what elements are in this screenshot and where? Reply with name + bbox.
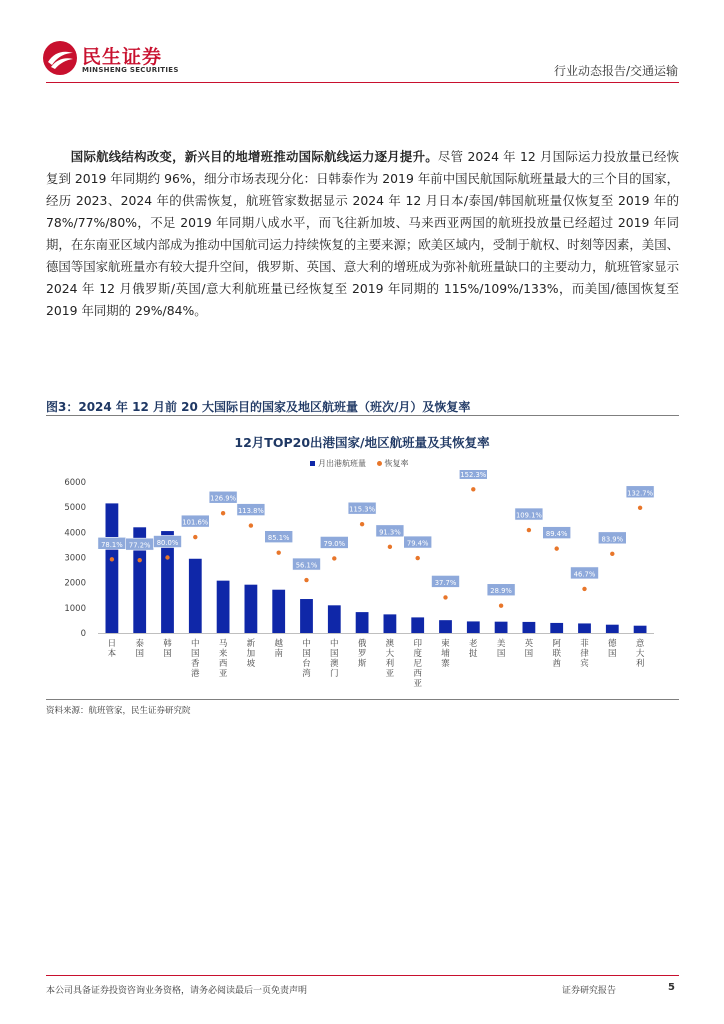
- bar: [439, 620, 452, 633]
- x-tick-label: 德国: [608, 639, 617, 659]
- paragraph-lead: 国际航线结构改变，新兴目的地增班推动国际航线运力逐月提升。: [70, 149, 438, 164]
- logo-chinese-name: 民生证券: [82, 46, 163, 68]
- x-tick-label: 阿联酋: [552, 639, 561, 669]
- figure-source: 资料来源：航班管家，民生证券研究院: [46, 706, 191, 716]
- y-tick-label: 3000: [64, 553, 86, 564]
- x-tick-label: 马来西亚: [218, 639, 228, 679]
- recovery-point: [610, 552, 614, 556]
- data-label: 91.3%: [379, 528, 401, 537]
- footer-disclaimer: 本公司具备证券投资咨询业务资格，请务必阅读最后一页免责声明: [46, 986, 308, 996]
- bar: [384, 614, 397, 633]
- x-tick-label: 韩国: [163, 639, 172, 659]
- recovery-point: [388, 545, 392, 549]
- x-tick-label: 英国: [524, 639, 534, 659]
- x-tick-label: 俄罗斯: [357, 639, 367, 669]
- recovery-point: [304, 578, 308, 582]
- recovery-point: [582, 587, 586, 591]
- y-tick-label: 1000: [64, 603, 86, 614]
- legend-bar-label: 月出港航班量: [318, 459, 366, 468]
- data-label: 80.0%: [156, 539, 179, 547]
- x-tick-label: 菲律宾: [580, 639, 589, 669]
- data-label: 115.3%: [349, 505, 376, 514]
- data-label: 79.4%: [406, 539, 429, 548]
- bar: [578, 623, 591, 633]
- bar: [272, 590, 285, 633]
- data-label: 85.1%: [267, 534, 290, 543]
- recovery-point: [110, 557, 114, 561]
- y-tick-label: 4000: [64, 528, 86, 539]
- data-label: 132.7%: [627, 489, 654, 498]
- minsheng-logo-icon: [42, 40, 78, 76]
- figure-divider: [46, 415, 679, 416]
- x-tick-label: 新加坡: [246, 639, 256, 669]
- recovery-point: [277, 550, 281, 554]
- x-tick-label: 日本: [107, 639, 117, 659]
- recovery-point: [193, 535, 197, 539]
- data-label: 152.3%: [460, 470, 487, 479]
- data-label: 78.1%: [101, 540, 123, 549]
- bar: [106, 503, 119, 633]
- x-tick-label: 越南: [274, 639, 283, 659]
- x-tick-label: 柬埔寨: [441, 639, 450, 669]
- bar: [356, 612, 369, 633]
- data-label: 101.6%: [182, 518, 209, 527]
- legend-dot-swatch: [377, 461, 382, 466]
- data-label: 89.4%: [545, 530, 568, 539]
- body-paragraph: [46, 146, 679, 322]
- y-tick-label: 6000: [64, 478, 86, 488]
- recovery-point: [249, 523, 253, 527]
- data-label: 83.9%: [601, 535, 624, 544]
- bar: [411, 617, 424, 633]
- bar: [217, 581, 230, 633]
- bar: [467, 621, 480, 633]
- bar: [300, 599, 313, 633]
- data-label: 46.7%: [573, 570, 596, 579]
- recovery-point: [638, 506, 642, 510]
- bar: [634, 626, 647, 633]
- chart-title: 12月TOP20出港国家/地区航班量及其恢复率: [234, 435, 490, 450]
- recovery-point: [471, 487, 475, 491]
- legend-dot-label: 恢复率: [384, 459, 409, 468]
- x-tick-label: 印度尼西亚: [413, 639, 422, 689]
- x-tick-label: 澳大利亚: [385, 639, 395, 679]
- x-tick-label: 老挝: [469, 639, 478, 659]
- bar: [550, 623, 563, 633]
- header-divider: [46, 82, 679, 83]
- paragraph-text: 尽管 2024 年 12 月国际运力投放量已经恢复到 2019 年同期约 96%，细分市场表现分化：日韩泰作为 2019 年前中国民航国际航班量最大的三个目的国家，经历 2023、2024 年的供需恢复，航班管家数据显示 2024 年 12 月日本/泰国/韩国航班量仅恢复至 2019 年的 78%/77%/80%，不足 2019 年同期八成水平，而飞往新加坡、马来西亚两国的航班投放量已经超过 2019 年同期，在东南亚区域内部成为推动中国航司运力持续恢复的主要来源；欧美区域内，受制于航权、时刻等因素，美国、德国等国家航班量亦有较大提升空间，俄罗斯、英国、意大利的增班成为弥补航班量缺口的主要动力，航班管家显示 2024 年 12 月俄罗斯/英国/意大利航班量已经恢复至 2019 年同期的 115%/109%/133%，而美国/德国恢复至 2019 年同期的 29%/84%。: [46, 149, 680, 318]
- data-label: 37.7%: [434, 578, 457, 587]
- bar: [606, 625, 619, 633]
- recovery-point: [527, 528, 531, 532]
- data-label: 109.1%: [515, 511, 542, 520]
- bar: [328, 605, 341, 633]
- y-tick-label: 0: [80, 629, 86, 639]
- data-label: 77.2%: [128, 541, 151, 550]
- x-tick-label: 中国澳门: [330, 639, 339, 679]
- recovery-point: [555, 546, 559, 550]
- document-type: 行业动态报告/交通运输: [553, 64, 678, 78]
- bar: [495, 622, 508, 633]
- bar-chart: [46, 470, 679, 695]
- x-tick-label: 泰国: [135, 639, 144, 659]
- page-header: [0, 0, 724, 90]
- bar: [523, 622, 536, 633]
- recovery-point: [138, 558, 142, 562]
- data-label: 79.0%: [323, 539, 346, 548]
- recovery-point: [443, 595, 447, 599]
- bar: [189, 559, 202, 633]
- chart-legend: [310, 458, 409, 469]
- data-label: 113.8%: [237, 507, 264, 516]
- recovery-point: [416, 556, 420, 560]
- page-number: 5: [668, 982, 675, 993]
- recovery-point: [332, 556, 336, 560]
- footer-divider: [46, 975, 679, 976]
- y-tick-label: 2000: [64, 578, 86, 589]
- logo-english-name: MINSHENG SECURITIES: [82, 66, 179, 74]
- recovery-point: [221, 511, 225, 515]
- data-label: 126.9%: [210, 494, 237, 503]
- x-tick-label: 美国: [496, 639, 506, 659]
- y-tick-label: 5000: [64, 503, 86, 514]
- legend-bar-swatch: [310, 461, 315, 466]
- x-tick-label: 中国台湾: [302, 639, 311, 679]
- figure-title: 图3：2024 年 12 月前 20 大国际目的国家及地区航班量（班次/月）及恢复率: [46, 400, 471, 414]
- data-label: 56.1%: [295, 561, 318, 570]
- recovery-point: [165, 555, 169, 559]
- data-label: 28.9%: [490, 587, 512, 596]
- bar: [245, 585, 258, 633]
- recovery-point: [499, 604, 503, 608]
- source-divider: [46, 699, 679, 700]
- recovery-point: [360, 522, 364, 526]
- x-tick-label: 意大利: [635, 639, 645, 669]
- x-tick-label: 中国香港: [191, 639, 200, 679]
- footer-report-type: 证券研究报告: [562, 986, 617, 996]
